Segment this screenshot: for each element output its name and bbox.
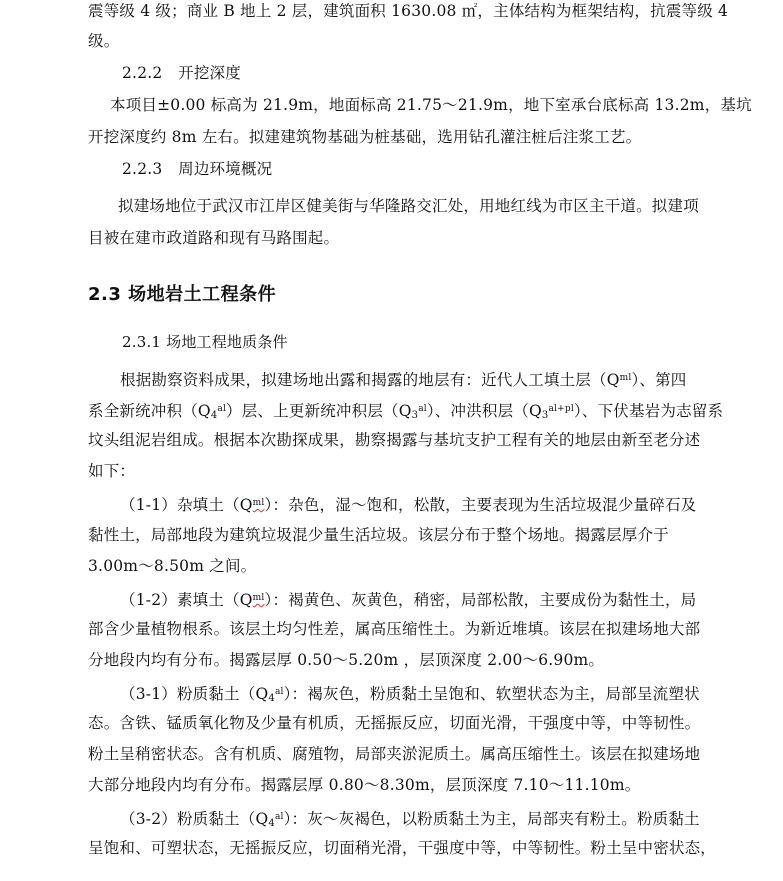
paragraph-line: 根据勘察资料成果，拟建场地出露和揭露的地层有：近代人工填土层$(Q^{ml})$、第四: [120, 371, 687, 389]
layer-3-1-line: 大部分地段内均有分布。揭露层厚 0.80～8.30m，层顶深度 7.10～11.10m。: [88, 776, 641, 794]
layer-1-1-line: 3.00m～8.50m 之间。: [88, 557, 257, 575]
layer-1-1-line: 黏性土，局部地段为建筑垃圾混少量生活垃圾。该层分布于整个场地。揭露层厚介于: [88, 526, 669, 544]
section-heading-2-2-3: 2.2.3 周边环境概况: [122, 160, 273, 178]
text-line: 本项目±0.00 标高为 21.9m，地面标高 21.75～21.9m，地下室承台底标高 13.2m，基坑: [110, 96, 752, 114]
layer-1-1-line: （1-1）杂填土$(Q^{ml})$：杂色，湿～饱和，松散，主要表现为生活垃圾混少量碎石及: [120, 496, 697, 514]
text-line: 级。: [88, 32, 120, 50]
paragraph-line: 坟头组泥岩组成。根据本次勘探成果，勘察揭露与基坑支护工程有关的地层由新至老分述: [88, 431, 701, 449]
layer-3-2-line: 呈饱和、可塑状态，无摇振反应，切面稍光滑，干强度中等，中等韧性。粉土呈中密状态，: [88, 839, 717, 857]
layer-3-1-line: 态。含铁、锰质氧化物及少量有机质，无摇振反应，切面光滑，干强度中等，中等韧性。: [88, 714, 701, 732]
layer-3-1-line: 粉土呈稍密状态。含有机质、腐殖物，局部夹淤泥质土。属高压缩性土。该层在拟建场地: [88, 745, 701, 763]
text-line: 目被在建市政道路和现有马路围起。: [88, 229, 340, 247]
paragraph-line: 系全新统冲积$(Q_4^{al})$层、上更新统冲积层$(Q_3^{al})$、冲洪积层$(Q_3^{al+pl})$、下伏基岩为志留系: [88, 402, 724, 421]
text-line: 拟建场地位于武汉市江岸区健美街与华隆路交汇处，用地红线为市区主干道。拟建项: [118, 197, 699, 215]
layer-3-1-line: （3-1）粉质黏土$(Q_4^{al})$：褐灰色，粉质黏土呈饱和、软塑状态为主，局部呈流塑状: [120, 685, 700, 704]
text-line: 震等级 4 级；商业 B 地上 2 层，建筑面积 1630.08 ㎡，主体结构为框架结构，抗震等级 4: [88, 2, 729, 20]
section-heading-2-3: 2.3 场地岩土工程条件: [88, 284, 277, 305]
layer-1-2-line: 分地段内均有分布。揭露层厚 0.50～5.20m ，层顶深度 2.00～6.90m。: [88, 651, 605, 669]
paragraph-line: 如下：: [88, 462, 136, 480]
text-line: 开挖深度约 8m 左右。拟建建筑物基础为桩基础，选用钻孔灌注桩后注浆工艺。: [88, 128, 642, 146]
layer-3-2-line: （3-2）粉质黏土$(Q_4^{al})$：灰～灰褐色，以粉质黏土为主，局部夹有粉土。粉质黏土: [120, 810, 700, 829]
layer-1-2-line: （1-2）素填土$(Q^{ml})$：褐黄色、灰黄色，稍密，局部松散，主要成份为黏性土，局: [120, 591, 697, 609]
layer-1-2-line: 部含少量植物根系。该层土均匀性差，属高压缩性土。为新近堆填。该层在拟建场地大部: [88, 620, 701, 638]
section-heading-2-3-1: 2.3.1 场地工程地质条件: [122, 333, 288, 351]
section-heading-2-2-2: 2.2.2 开挖深度: [122, 64, 241, 82]
